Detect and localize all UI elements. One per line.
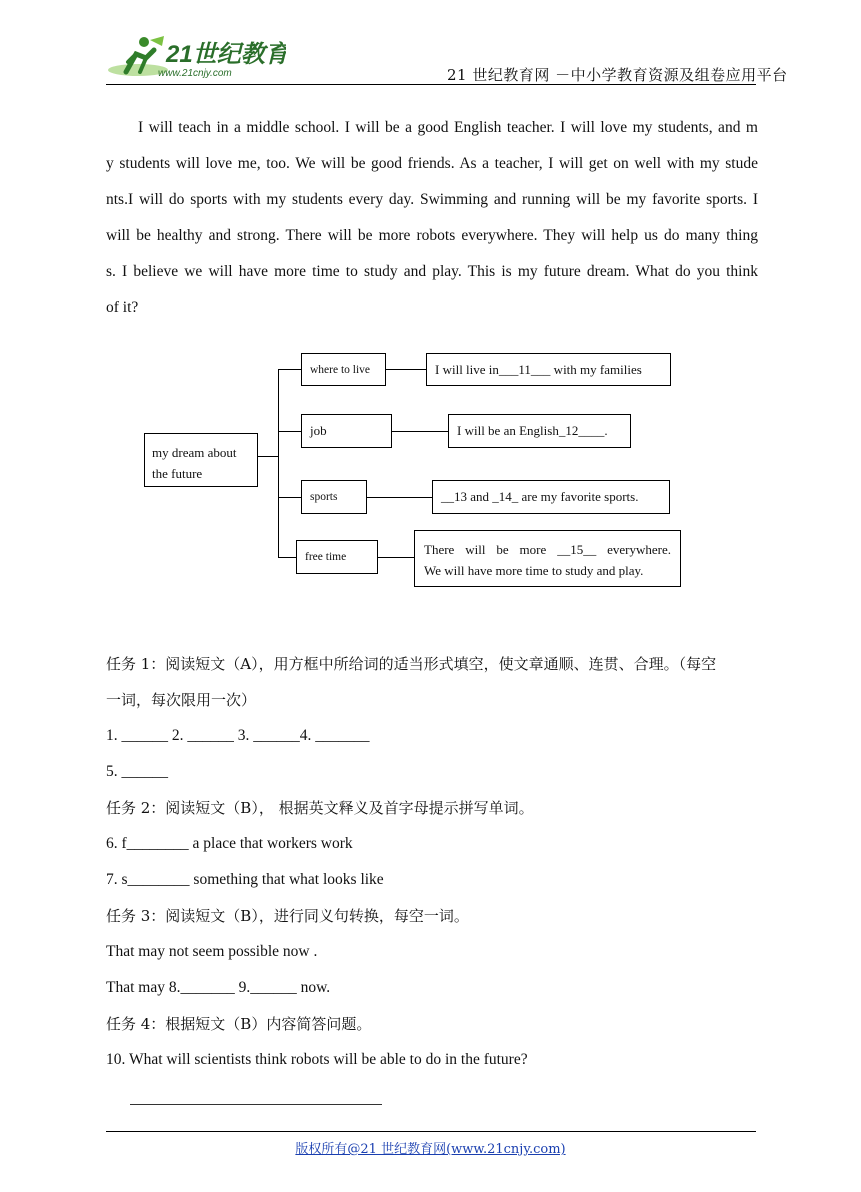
branch-label-where-to-live: where to live	[301, 353, 386, 386]
free-time-line2: We will have more time to study and play.	[424, 563, 644, 578]
header-divider	[106, 84, 756, 85]
diagram-root-line1: my dream about	[152, 445, 237, 460]
passage-line: y students will love me, too. We will be good friends. As a teacher, I will get on well with my stude	[106, 155, 758, 172]
connector	[278, 497, 301, 498]
connector	[378, 557, 414, 558]
passage-line: of it?	[106, 299, 139, 316]
connector	[278, 431, 301, 432]
reading-passage	[106, 110, 758, 326]
passage-line: nts.I will do sports with my students every day. Swimming and running will be my favorite sports. I	[106, 191, 758, 208]
task1-instruction: 任务 1：阅读短文（A），用方框中所给词的适当形式填空，使文章通顺、连贯、合理。（每空	[106, 655, 717, 673]
task2-instruction: 任务 2：阅读短文（B）， 根据英文释义及首字母提示拼写单词。	[106, 799, 534, 817]
task4-instruction: 任务 4：根据短文（B）内容简答问题。	[106, 1015, 372, 1033]
diagram-root-box	[144, 433, 258, 487]
task1-instruction-cont: 一词，每次限用一次）	[106, 691, 257, 709]
connector	[278, 557, 296, 558]
task3-instruction: 任务 3：阅读短文（B），进行同义句转换，每空一词。	[106, 907, 469, 925]
task1-blanks-row2: 5. ______	[106, 763, 168, 780]
connector	[278, 369, 301, 370]
branch-content-job: I will be an English_12____.	[448, 414, 631, 448]
footer-divider	[106, 1131, 756, 1132]
connector-trunk	[278, 369, 279, 557]
connector	[367, 497, 432, 498]
site-logo	[106, 32, 286, 82]
passage-line: s. I believe we will have more time to study and play. This is my future dream. What do you think	[106, 263, 758, 280]
branch-content-sports: __13 and _14_ are my favorite sports.	[432, 480, 670, 514]
branch-label-sports: sports	[301, 480, 367, 514]
branch-label-free-time: free time	[296, 540, 378, 574]
connector	[392, 431, 448, 432]
free-time-line1: There will be more __15__ everywhere.	[424, 542, 671, 557]
connector	[386, 369, 426, 370]
task1-blanks-row1: 1. ______ 2. ______ 3. ______4. _______	[106, 727, 370, 744]
question-7: 7. s________ something that what looks like	[106, 871, 384, 888]
connector	[258, 456, 278, 457]
runner-logo-icon	[106, 32, 286, 82]
site-tagline: 21 世纪教育网 －中小学教育资源及组卷应用平台	[447, 66, 788, 84]
footer-copyright-link[interactable]: 版权所有@21 世纪教育网(www.21cnjy.com)	[295, 1142, 566, 1157]
passage-line: will be healthy and strong. There will be more robots everywhere. They will help us do many thing	[106, 227, 758, 244]
svg-text:www.21cnjy.com: www.21cnjy.com	[158, 68, 232, 79]
branch-label-job: job	[301, 414, 392, 448]
question-10: 10. What will scientists think robots will be able to do in the future?	[106, 1051, 528, 1068]
rewrite-sentence: That may 8._______ 9.______ now.	[106, 979, 331, 996]
diagram-root-line2: the future	[152, 466, 203, 481]
branch-content-where-to-live: I will live in___11___ with my families	[426, 353, 671, 386]
passage-line: I will teach in a middle school. I will be a good English teacher. I will love my students, and m	[138, 119, 758, 136]
branch-content-free-time	[414, 530, 681, 587]
question-6: 6. f________ a place that workers work	[106, 835, 353, 852]
original-sentence: That may not seem possible now .	[106, 943, 318, 960]
svg-text:21世纪教育: 21世纪教育	[166, 41, 286, 68]
answer-line	[130, 1104, 382, 1105]
